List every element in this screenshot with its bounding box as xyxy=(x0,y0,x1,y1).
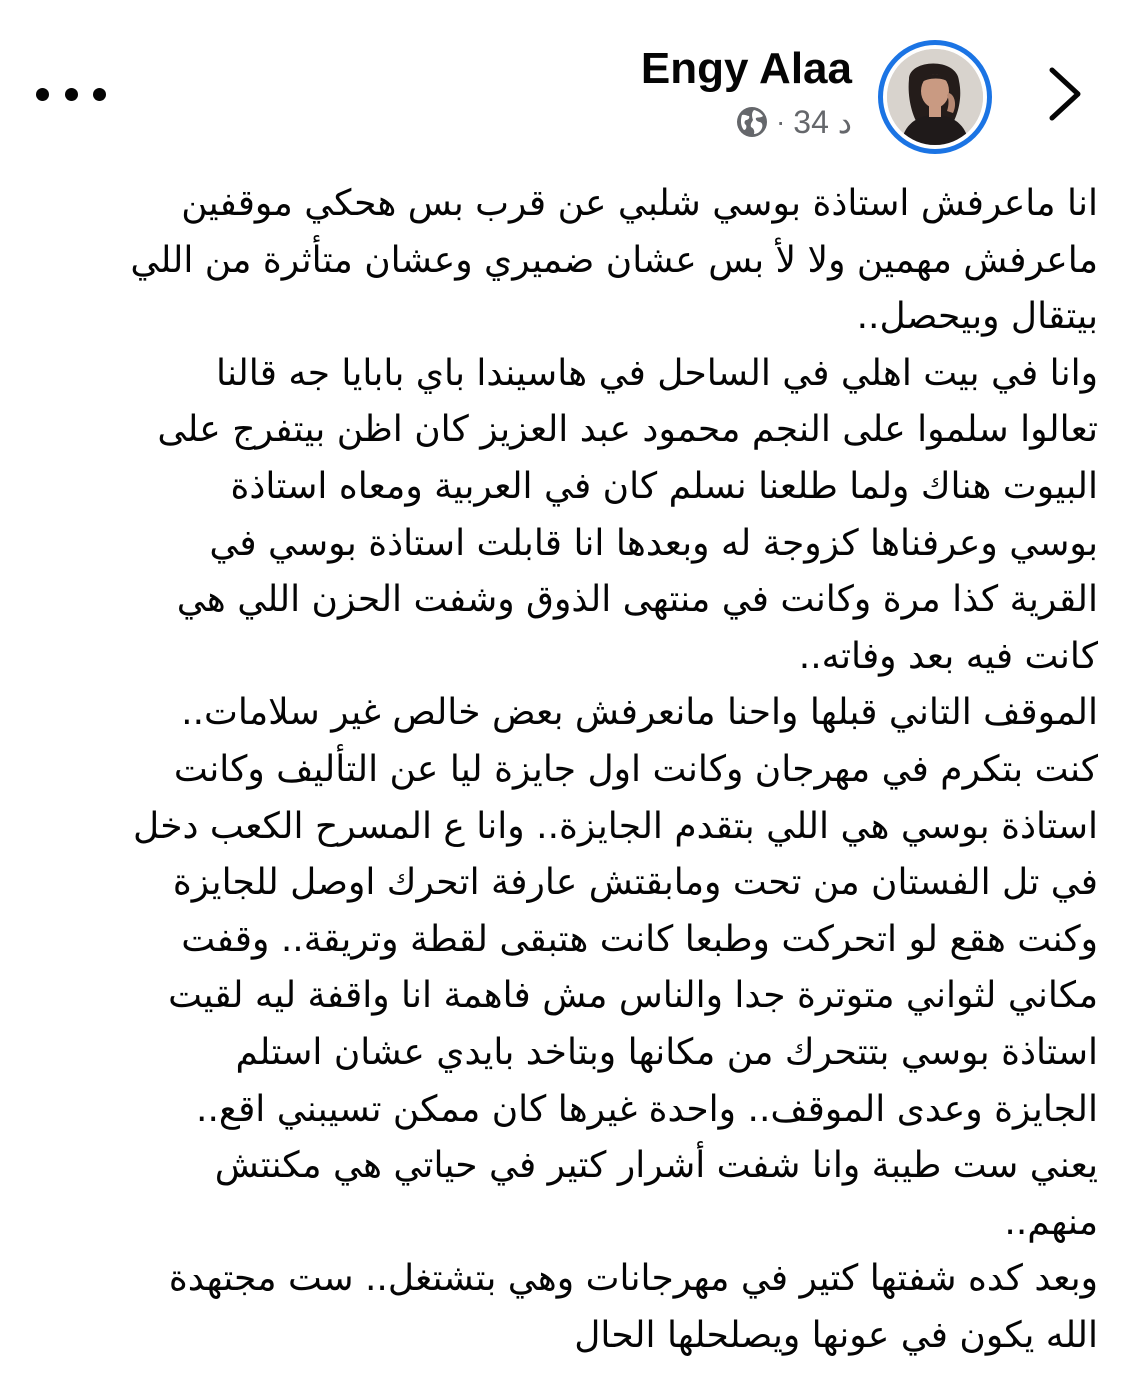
avatar-illustration xyxy=(887,49,983,145)
chevron-right-icon xyxy=(1042,62,1088,126)
navigate-next-button[interactable] xyxy=(1042,62,1088,126)
more-dots-icon xyxy=(93,88,106,101)
post-text-line: وانا في بيت اهلي في الساحل في هاسيندا باي بابايا جه قالنا xyxy=(215,352,1098,394)
post-text-line: بيتقال وبيحصل.. xyxy=(856,296,1098,338)
post-text-line: منهم.. xyxy=(1004,1201,1098,1243)
post-text-line: وكنت هقع لو اتحركت وطبعا كانت هتبقى لقطة وتريقة.. وقفت xyxy=(181,918,1098,960)
post-text xyxy=(36,176,1098,1364)
more-dots-icon xyxy=(65,88,78,101)
author-name[interactable]: Engy Alaa xyxy=(640,44,852,93)
post-time[interactable]: 34 د xyxy=(793,104,852,140)
post-text-line: يعني ست طيبة وانا شفت أشرار كتير في حياتي هي مكنتش xyxy=(214,1145,1098,1187)
post-text-line: تعالوا سلموا على النجم محمود عبد العزيز كان اظن بيتفرج على xyxy=(157,409,1098,451)
globe-icon[interactable] xyxy=(736,106,768,138)
post-text-line: بوسي وعرفناها كزوجة له وبعدها انا قابلت استاذة بوسي في xyxy=(209,522,1098,564)
post-text-line: الله يكون في عونها ويصلحلها الحال xyxy=(574,1314,1098,1356)
post-text-line: في تل الفستان من تحت ومابقتش عارفة اتحرك اوصل للجايزة xyxy=(172,862,1098,904)
avatar-photo xyxy=(887,49,983,145)
post-text-line: الجايزة وعدى الموقف.. واحدة غيرها كان ممكن تسيبني اقع.. xyxy=(196,1088,1098,1130)
author-avatar[interactable] xyxy=(878,40,992,154)
post-text-line: استاذة بوسي بتتحرك من مكانها وبتاخد بايدي عشان استلم xyxy=(235,1031,1098,1073)
post-text-line: القرية كذا مرة وكانت في منتهى الذوق وشفت الحزن اللي هي xyxy=(176,579,1098,621)
post-text-line: مكاني لثواني متوترة جدا والناس مش فاهمة انا واقفة ليه لقيت xyxy=(168,975,1098,1017)
post-text-line: البيوت هناك ولما طلعنا نسلم كان في العربية ومعاه استاذة xyxy=(230,465,1098,507)
author-info xyxy=(641,40,852,144)
post-text-line: استاذة بوسي هي اللي بتقدم الجايزة.. وانا ع المسرح الكعب دخل xyxy=(132,805,1098,847)
post-text-line: ماعرفش مهمين ولا لأ بس عشان ضميري وعشان متأثرة من اللي xyxy=(130,239,1098,281)
meta-separator: · xyxy=(775,106,786,137)
more-options-button[interactable] xyxy=(36,72,106,116)
post-meta xyxy=(641,100,852,144)
post-text-line: وبعد كده شفتها كتير في مهرجانات وهي بتشتغل.. ست مجتهدة xyxy=(168,1258,1098,1300)
post-text-line: كانت فيه بعد وفاته.. xyxy=(798,635,1098,677)
post-text-line: انا ماعرفش استاذة بوسي شلبي عن قرب بس هحكي موقفين xyxy=(181,183,1098,224)
post-text-line: الموقف التاني قبلها واحنا مانعرفش بعض خالص غير سلامات.. xyxy=(181,692,1098,734)
more-dots-icon xyxy=(36,88,49,101)
post-text-line: كنت بتكرم في مهرجان وكانت اول جايزة ليا عن التأليف وكانت xyxy=(173,748,1098,790)
post-header xyxy=(0,0,1132,170)
